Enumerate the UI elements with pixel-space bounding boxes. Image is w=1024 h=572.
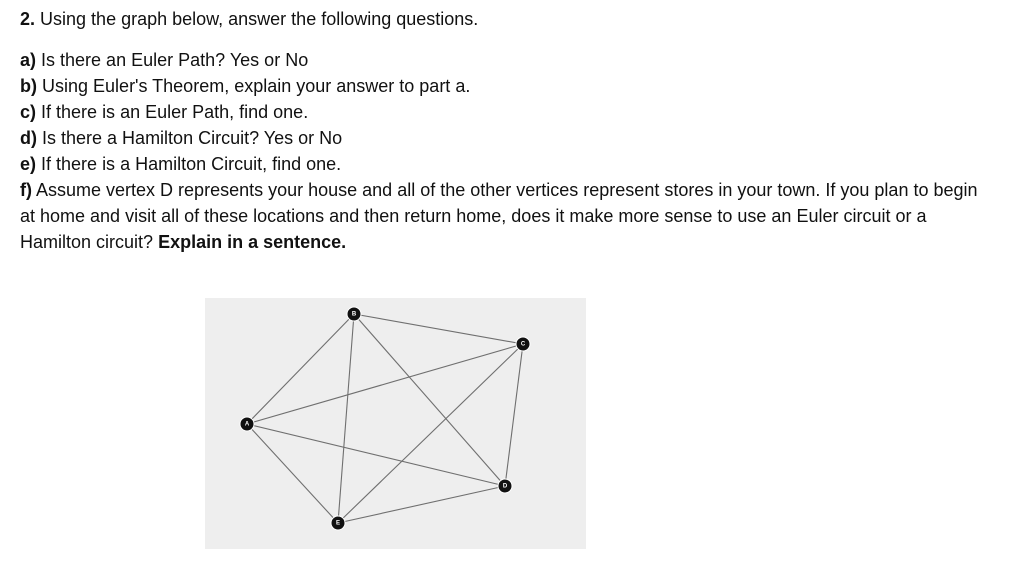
vertex-a — [240, 417, 254, 431]
part-a-label: a) — [20, 50, 37, 70]
vertex-e-label: E — [335, 520, 341, 527]
vertex-c — [516, 337, 530, 351]
vertex-c-label: C — [520, 341, 526, 348]
graph-panel — [205, 298, 586, 549]
part-b — [20, 73, 1010, 99]
vertex-b — [347, 307, 361, 321]
part-e-text: If there is a Hamilton Circuit, find one. — [41, 154, 342, 174]
part-c-label: c) — [20, 102, 37, 122]
part-a-text: Is there an Euler Path? Yes or No — [41, 50, 309, 70]
part-d-label: d) — [20, 128, 37, 148]
part-b-label: b) — [20, 76, 37, 96]
part-d-text: Is there a Hamilton Circuit? Yes or No — [42, 128, 343, 148]
part-d — [20, 125, 1010, 151]
edge-a-b — [247, 314, 354, 424]
part-c — [20, 99, 1010, 125]
edge-b-e — [338, 314, 354, 523]
edge-c-d — [505, 344, 523, 486]
part-e — [20, 151, 1010, 177]
vertex-d — [498, 479, 512, 493]
question-number: 2. — [20, 9, 36, 29]
part-e-label: e) — [20, 154, 37, 174]
part-f-bold-tail: Explain in a sentence. — [158, 232, 347, 252]
edge-a-d — [244, 421, 505, 486]
edge-b-c — [351, 311, 523, 344]
edge-d-e — [338, 486, 505, 523]
part-f-label: f) — [20, 180, 32, 200]
edge-a-e — [244, 421, 338, 523]
question-intro-text: Using the graph below, answer the following questions. — [40, 9, 479, 29]
part-f-text: Assume vertex D represents your house and all of the other vertices represent stores in your town. If you plan to begin at home and visit all of these locations and then return home, does it make more sense to use an Euler circuit or a Hamilton circuit? — [20, 180, 978, 252]
edge-b-d — [351, 311, 505, 486]
vertex-d-label: D — [502, 483, 508, 490]
complete-graph — [205, 298, 586, 549]
vertex-e — [331, 516, 345, 530]
part-b-text: Using Euler's Theorem, explain your answer to part a. — [42, 76, 471, 96]
question-intro — [20, 6, 1010, 32]
vertex-b-label: B — [351, 311, 357, 318]
part-f — [20, 177, 995, 255]
part-c-text: If there is an Euler Path, find one. — [41, 102, 309, 122]
question-block — [20, 6, 1010, 255]
part-a — [20, 47, 1010, 73]
vertex-a-label: A — [244, 421, 250, 428]
